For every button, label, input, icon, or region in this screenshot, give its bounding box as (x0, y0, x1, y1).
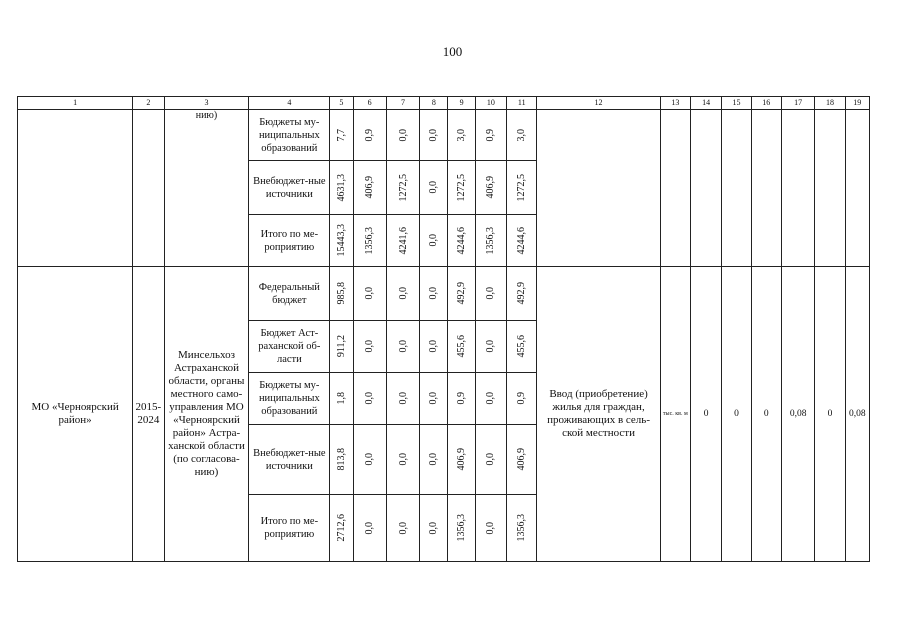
amount-cell-value: 0,0 (397, 287, 409, 300)
amount-cell-value: 0,0 (397, 453, 409, 466)
indicator-cell: Ввод (приобретение) жилья для граждан, проживающих в сель-ской местности (537, 267, 660, 562)
amount-cell (420, 215, 448, 267)
amount-cell-value: 0,0 (397, 392, 409, 405)
amount-cell-value: 0,0 (428, 181, 440, 194)
amount-cell-value: 4631,3 (335, 173, 347, 202)
amount-cell-value: 1356,3 (516, 514, 528, 542)
executor-cell: Минсельхоз Астраханской области, органы местного само-управления МО «Черноярский район» Астра-ханской области (по согласова-нию) (164, 267, 249, 562)
amount-cell (330, 321, 353, 373)
header-cell: 8 (420, 97, 448, 110)
amount-cell (448, 373, 475, 425)
amount-cell-value: 0,0 (485, 521, 497, 535)
amount-cell (507, 425, 537, 495)
amount-cell (475, 321, 506, 373)
amount-cell (330, 267, 353, 321)
funding-source: Бюджет Аст-раханской об-ласти (249, 321, 330, 373)
amount-cell (475, 373, 506, 425)
amount-cell (420, 495, 448, 562)
amount-cell-value: 0,9 (516, 392, 528, 405)
target-value: 0 (815, 267, 845, 562)
amount-cell-value: 0,0 (428, 521, 440, 535)
amount-cell (386, 425, 419, 495)
target-cell (751, 110, 781, 267)
target-value: 0 (691, 267, 722, 562)
amount-cell-value: 0,0 (485, 340, 497, 353)
amount-cell (330, 110, 353, 161)
amount-cell-value: 1356,3 (364, 226, 376, 255)
amount-cell (386, 495, 419, 562)
amount-cell-value: 455,6 (456, 335, 468, 358)
amount-cell-value: 406,9 (516, 448, 528, 471)
amount-cell-value: 492,9 (456, 282, 468, 305)
amount-cell (386, 321, 419, 373)
amount-cell-value: 0,9 (364, 128, 376, 142)
amount-cell-value: 4244,6 (516, 226, 528, 255)
amount-cell (475, 425, 506, 495)
header-cell: 19 (845, 97, 869, 110)
header-cell: 15 (722, 97, 751, 110)
amount-cell (507, 267, 537, 321)
header-cell: 3 (164, 97, 249, 110)
amount-cell-value: 492,9 (516, 282, 528, 305)
header-cell: 6 (353, 97, 386, 110)
amount-cell (475, 161, 506, 215)
funding-source: Бюджеты му-ниципальных образований (249, 373, 330, 425)
table-row (18, 110, 870, 161)
amount-cell (507, 373, 537, 425)
amount-cell (475, 495, 506, 562)
amount-cell (330, 495, 353, 562)
target-value: 0 (751, 267, 781, 562)
amount-cell (353, 321, 386, 373)
unit-cell (660, 110, 690, 267)
amount-cell-value: 1356,3 (485, 226, 497, 255)
amount-cell (353, 110, 386, 161)
amount-cell (330, 215, 353, 267)
amount-cell-value: 0,0 (364, 521, 376, 535)
amount-cell (420, 321, 448, 373)
amount-cell (507, 321, 537, 373)
amount-cell (507, 110, 537, 161)
amount-cell-value: 7,7 (335, 128, 347, 142)
amount-cell-value: 0,0 (428, 453, 440, 466)
header-cell: 16 (751, 97, 781, 110)
amount-cell-value: 0,0 (397, 128, 409, 142)
amount-cell (330, 425, 353, 495)
target-value: 0,08 (781, 267, 814, 562)
amount-cell-value: 0,0 (428, 287, 440, 300)
table-row (18, 267, 870, 321)
amount-cell-value: 15443,3 (335, 224, 347, 257)
indicator-cell (537, 110, 660, 267)
amount-cell (353, 495, 386, 562)
amount-cell-value: 0,0 (428, 234, 440, 247)
amount-cell (507, 161, 537, 215)
header-cell: 4 (249, 97, 330, 110)
funding-source: Итого по ме-роприятию (249, 495, 330, 562)
unit-cell: тыс. кв. м (660, 267, 690, 562)
target-cell (781, 110, 814, 267)
amount-cell (386, 373, 419, 425)
amount-cell-value: 0,0 (397, 521, 409, 535)
amount-cell-value: 0,0 (397, 340, 409, 353)
amount-cell (386, 215, 419, 267)
amount-cell-value: 2712,6 (335, 514, 347, 542)
executor-cell: нию) (164, 110, 249, 267)
amount-cell (448, 161, 475, 215)
header-row (18, 97, 870, 110)
amount-cell-value: 0,9 (456, 392, 468, 405)
header-cell: 9 (448, 97, 475, 110)
amount-cell (475, 110, 506, 161)
amount-cell (420, 373, 448, 425)
target-cell (691, 110, 722, 267)
amount-cell-value: 985,8 (335, 282, 347, 305)
amount-cell-value: 3,0 (456, 128, 468, 142)
municipality-cell (18, 110, 133, 267)
amount-cell (386, 267, 419, 321)
amount-cell (448, 110, 475, 161)
amount-cell (353, 161, 386, 215)
amount-cell (386, 110, 419, 161)
amount-cell-value: 406,9 (485, 176, 497, 199)
amount-cell-value: 4244,6 (456, 226, 468, 255)
funding-source: Внебюджет-ные источники (249, 161, 330, 215)
amount-cell (448, 267, 475, 321)
amount-cell (448, 425, 475, 495)
amount-cell (475, 215, 506, 267)
amount-cell-value: 4241,6 (397, 226, 409, 255)
amount-cell (353, 215, 386, 267)
amount-cell-value: 1356,3 (456, 514, 468, 542)
period-cell: 2015-2024 (133, 267, 164, 562)
funding-source: Бюджеты му-ниципальных образований (249, 110, 330, 161)
amount-cell (420, 267, 448, 321)
amount-cell-value: 455,6 (516, 335, 528, 358)
header-cell: 7 (386, 97, 419, 110)
amount-cell-value: 813,8 (335, 448, 347, 471)
amount-cell-value: 0,0 (428, 340, 440, 353)
amount-cell-value: 0,0 (428, 128, 440, 142)
header-cell: 13 (660, 97, 690, 110)
amount-cell (353, 425, 386, 495)
amount-cell-value: 0,9 (485, 128, 497, 142)
amount-cell (420, 110, 448, 161)
amount-cell-value: 0,0 (364, 392, 376, 405)
target-cell (722, 110, 751, 267)
amount-cell (475, 267, 506, 321)
amount-cell-value: 1,8 (335, 392, 347, 405)
amount-cell-value: 0,0 (364, 340, 376, 353)
amount-cell-value: 1272,5 (516, 173, 528, 202)
header-cell: 12 (537, 97, 660, 110)
amount-cell-value: 1272,5 (397, 173, 409, 202)
amount-cell (353, 267, 386, 321)
amount-cell (507, 215, 537, 267)
amount-cell (386, 161, 419, 215)
amount-cell (420, 425, 448, 495)
amount-cell-value: 0,0 (485, 287, 497, 300)
header-cell: 11 (507, 97, 537, 110)
header-cell: 17 (781, 97, 814, 110)
header-cell: 5 (330, 97, 353, 110)
amount-cell (353, 373, 386, 425)
amount-cell-value: 406,9 (364, 176, 376, 199)
amount-cell (330, 373, 353, 425)
amount-cell-value: 3,0 (516, 128, 528, 142)
header-cell: 14 (691, 97, 722, 110)
amount-cell-value: 0,0 (485, 453, 497, 466)
funding-source: Итого по ме-роприятию (249, 215, 330, 267)
period-cell (133, 110, 164, 267)
funding-source: Внебюджет-ные источники (249, 425, 330, 495)
amount-cell (448, 495, 475, 562)
header-cell: 2 (133, 97, 164, 110)
funding-source: Федеральный бюджет (249, 267, 330, 321)
amount-cell (330, 161, 353, 215)
amount-cell-value: 406,9 (456, 448, 468, 471)
amount-cell-value: 0,0 (364, 287, 376, 300)
amount-cell-value: 911,2 (335, 335, 347, 358)
amount-cell (420, 161, 448, 215)
municipality-cell: МО «Черноярский район» (18, 267, 133, 562)
table-body (18, 97, 870, 562)
target-cell (815, 110, 845, 267)
amount-cell (448, 215, 475, 267)
amount-cell-value: 0,0 (428, 392, 440, 405)
budget-table (17, 96, 870, 562)
amount-cell (507, 495, 537, 562)
target-value: 0,08 (845, 267, 869, 562)
amount-cell (448, 321, 475, 373)
header-cell: 1 (18, 97, 133, 110)
header-cell: 10 (475, 97, 506, 110)
header-cell: 18 (815, 97, 845, 110)
amount-cell-value: 0,0 (485, 392, 497, 405)
target-value: 0 (722, 267, 751, 562)
amount-cell-value: 1272,5 (456, 173, 468, 202)
amount-cell-value: 0,0 (364, 453, 376, 466)
page-number: 100 (442, 44, 463, 59)
target-cell (845, 110, 869, 267)
